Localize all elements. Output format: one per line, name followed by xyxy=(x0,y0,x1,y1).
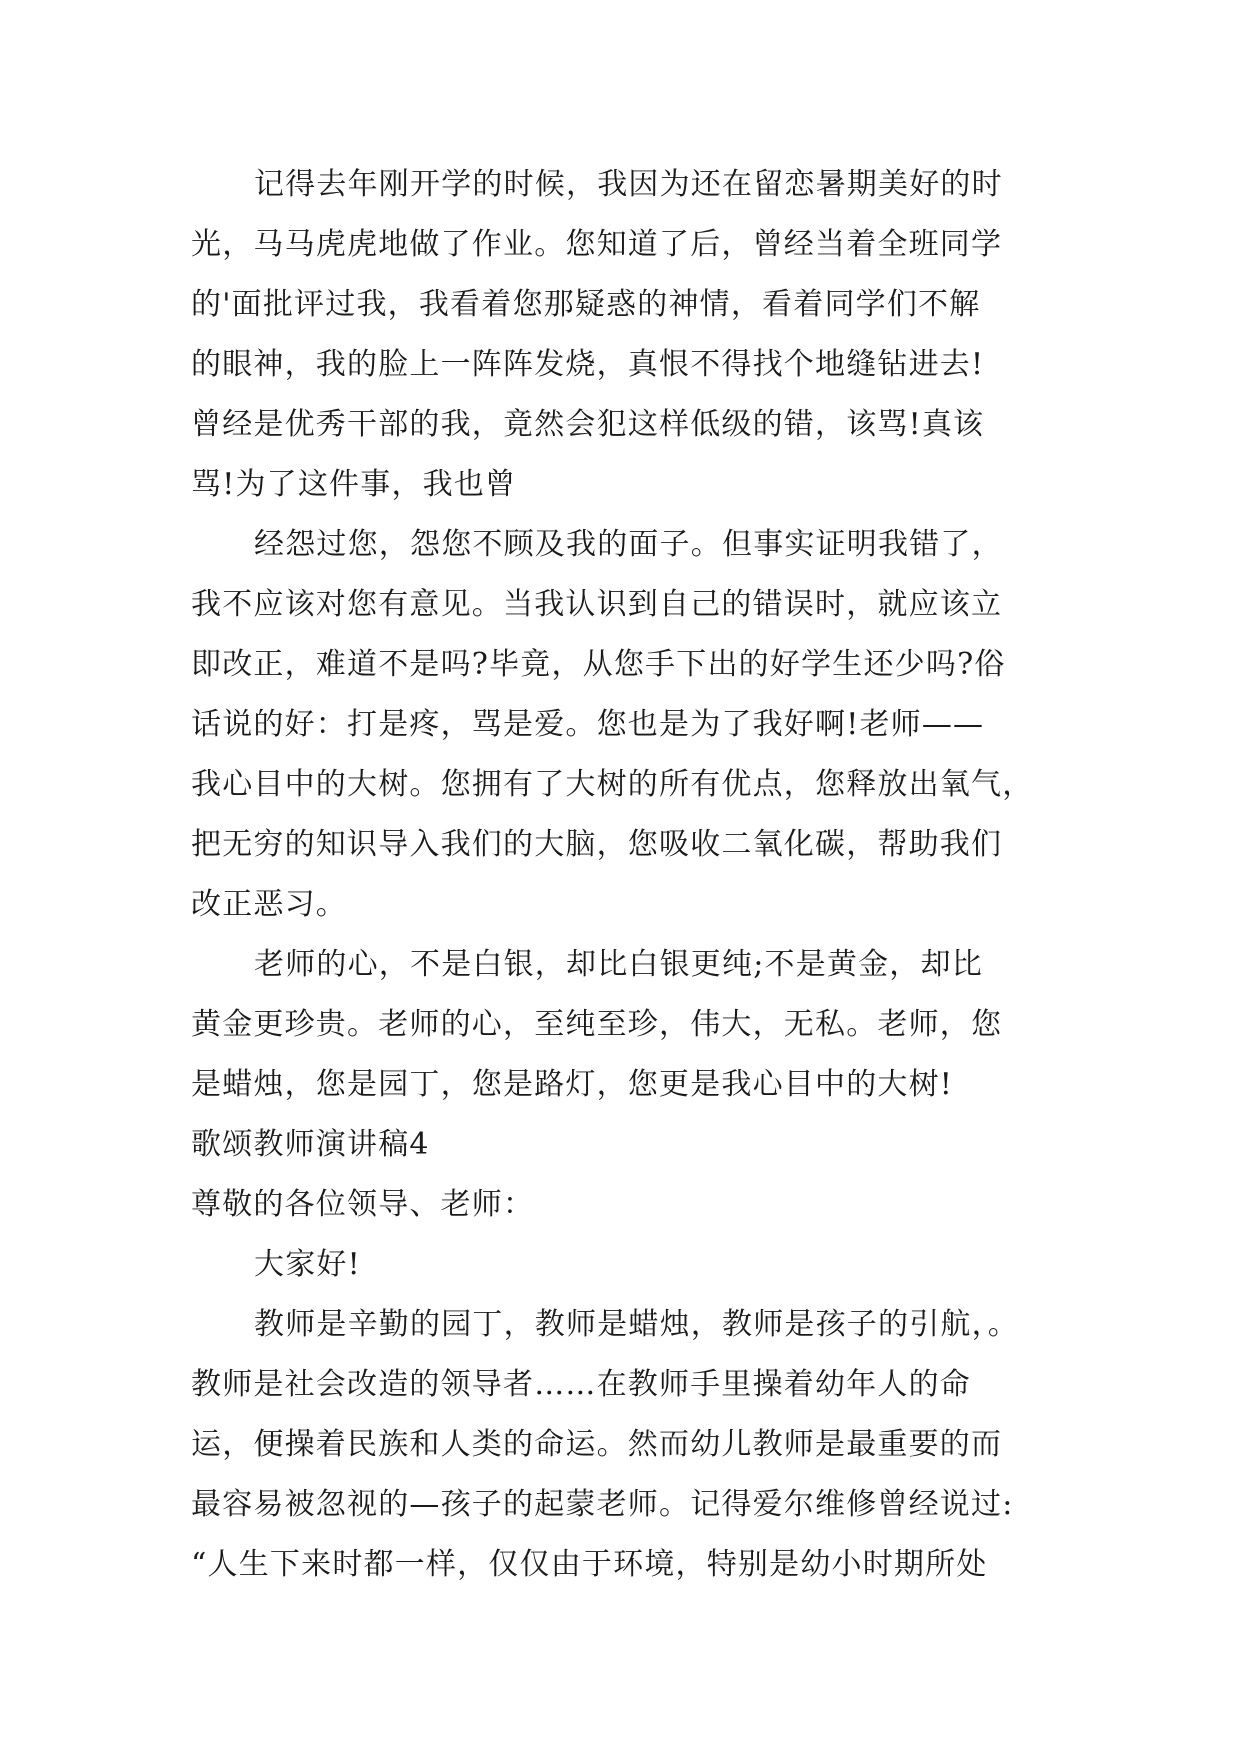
section-heading: 歌颂教师演讲稿4 xyxy=(191,1127,430,1162)
text-line: 骂!为了这件事，我也曾 xyxy=(191,467,517,502)
text-line: 改正恶习。 xyxy=(191,887,347,922)
text-line: 话说的好：打是疼，骂是爱。您也是为了我好啊!老师—— xyxy=(191,707,985,742)
text-line: 曾经是优秀干部的我，竟然会犯这样低级的错，该骂!真该 xyxy=(191,407,985,442)
text-line: 我不应该对您有意见。当我认识到自己的错误时，就应该立 xyxy=(191,587,1003,622)
text-line: 把无穷的知识导入我们的大脑，您吸收二氧化碳，帮助我们 xyxy=(191,827,1003,862)
text-line: 运，便操着民族和人类的命运。然而幼儿教师是最重要的而 xyxy=(191,1427,1003,1462)
text-line: 是蜡烛，您是园丁，您是路灯，您更是我心目中的大树! xyxy=(191,1067,954,1102)
text-line: 我心目中的大树。您拥有了大树的所有优点，您释放出氧气， xyxy=(191,767,1034,802)
text-line: 即改正，难道不是吗?毕竟，从您手下出的好学生还少吗?俗 xyxy=(191,647,1006,682)
text-line: 光，马马虎虎地做了作业。您知道了后，曾经当着全班同学 xyxy=(191,227,1003,262)
text-line: “人生下来时都一样，仅仅由于环境，特别是幼小时期所处 xyxy=(191,1547,988,1582)
text-line: 教师是辛勤的园丁，教师是蜡烛，教师是孩子的引航，。 xyxy=(254,1307,1019,1342)
text-line: 的'面批评过我，我看着您那疑惑的神情，看着同学们不解 xyxy=(191,287,981,322)
text-line: 黄金更珍贵。老师的心，至纯至珍，伟大，无私。老师，您 xyxy=(191,1007,1003,1042)
text-line: 教师是社会改造的领导者……在教师手里操着幼年人的命 xyxy=(191,1367,971,1402)
salutation: 尊敬的各位领导、老师： xyxy=(191,1187,535,1222)
text-line: 记得去年刚开学的时候，我因为还在留恋暑期美好的时 xyxy=(254,167,1003,202)
greeting: 大家好! xyxy=(254,1247,361,1282)
text-line: 老师的心，不是白银，却比白银更纯;不是黄金，却比 xyxy=(254,947,983,982)
text-line: 经怨过您，怨您不顾及我的面子。但事实证明我错了， xyxy=(254,527,1003,562)
document-body xyxy=(191,155,1061,1595)
text-line: 最容易被忽视的—孩子的起蒙老师。记得爱尔维修曾经说过: xyxy=(191,1487,1014,1522)
text-line: 的眼神，我的脸上一阵阵发烧，真恨不得找个地缝钻进去! xyxy=(191,347,985,382)
